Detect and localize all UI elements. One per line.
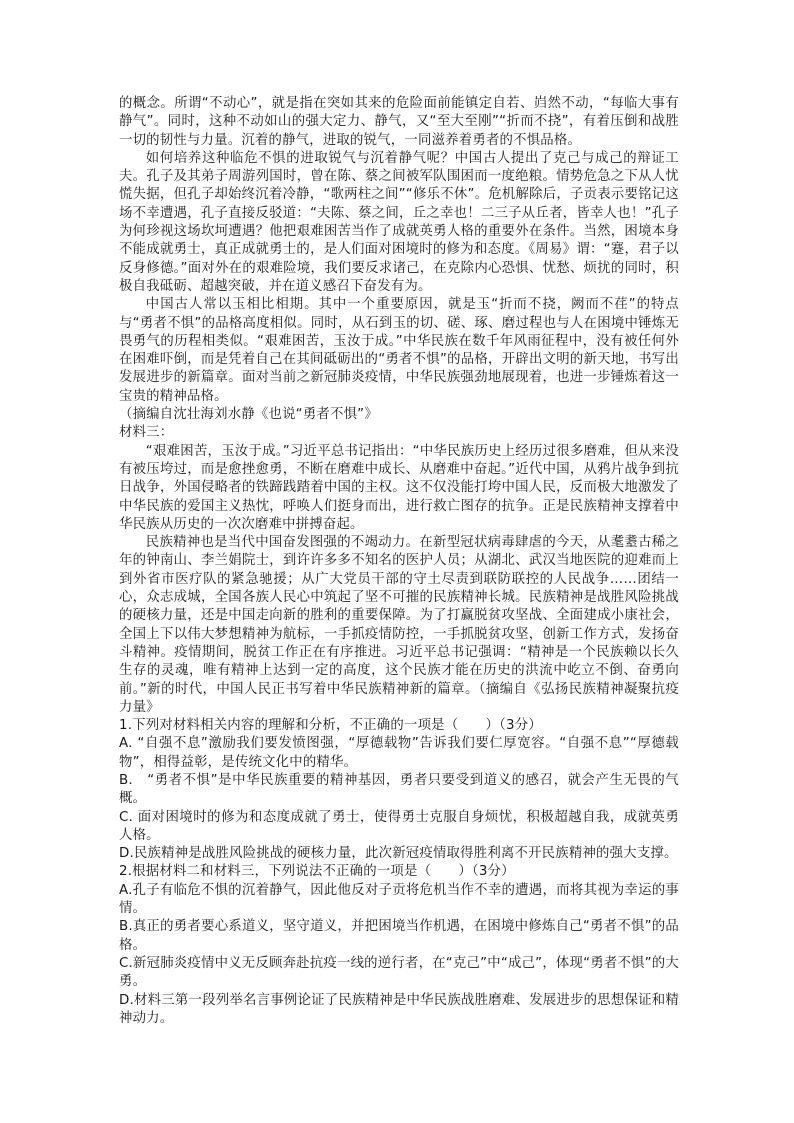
question-2-option-d: D.材料三第一段列举名言事例论证了民族精神是中华民族战胜磨难、发展进步的思想保证和精神动力。 <box>119 992 679 1026</box>
question-2-option-a: A.孔子有临危不惧的沉着静气，因此他反对子贡将危机当作不幸的遭遇，而将其视为幸运的事情。 <box>119 882 679 917</box>
question-1-stem: 1.下列对材料相关内容的理解和分析，不正确的一项是（ ）（3分） <box>119 718 542 734</box>
material2-paragraph-2: 如何培养这种临危不惧的进取锐气与沉着静气呢？中国古人提出了克己与成己的辩证工夫。孔子及其弟子周游列国时，曾在陈、蔡之间被军队围困而一度绝粮。情势危急之下从人忧慌失据，但孔子却始终沉着冷静，“歌两柱之间”“修乐不休”。危机解除后，子贡表示要铭记这场不幸遭遇，孔子直接反驳道：“夫陈、蔡之间，丘之幸也！二三子从丘者，皆幸人也！”孔子为何珍视这场坎坷遭遇？他把艰难困苦当作了成就英勇人格的重要外在条件。当然，困境本身不能成就勇士，真正成就勇士的，是人们面对困境时的修为和态度。《周易》谓：“蹇，君子以反身修德。”面对外在的艰难险境，我们要反求诸己，在克除内心恐惧、忧愁、烦扰的同时，积极自我砥砺、超越突破，并在道义感召下奋发有为。 <box>119 150 679 294</box>
material2-paragraph-3: 中国古人常以玉相比相期。其中一个重要原因，就是玉“折而不挠，阙而不荏”的特点与“勇者不惧”的品格高度相似。同时，从石到玉的切、磋、琢、磨过程也与人在困境中锤炼无畏勇气的历程相类似。“艰难困苦，玉汝于成。”中华民族在数千年风雨征程中，没有被任何外在困难吓倒，而是凭着自己在其间砥砺出的“勇者不惧”的品格，开辟出文明的新天地，书写出发展进步的新篇章。面对当前之新冠肺炎疫情，中华民族强劲地展现着，也进一步锤炼着这一宝贵的精神品格。 <box>119 297 679 404</box>
question-2-stem: 2.根据材料二和材料三，下列说法不正确的一项是（ ）（3分） <box>119 864 515 880</box>
question-1-option-c: C. 面对困境时的修为和态度成就了勇士，使得勇士克服自身烦忧，积极超越自我，成就英勇人格。 <box>119 809 679 843</box>
material2-source: （摘编自沈壮海刘水静《也说“勇者不惧”》 <box>119 407 378 423</box>
document-page <box>119 95 679 1028</box>
question-1-option-a: A. “自强不息”激励我们要发愤图强，“厚德载物”告诉我们要仁厚宽容。“自强不息”“厚德载物”，相得益彰，是传统文化中的精华。 <box>119 736 679 770</box>
question-1-option-d: D.民族精神是战胜风险挑战的硬核力量，此次新冠疫情取得胜利离不开民族精神的强大支撑。 <box>119 846 678 862</box>
material3-paragraph-2: 民族精神也是当代中国奋发图强的不竭动力。在新型冠状病毒肆虐的今天，从耄耋古稀之年的钟南山、李兰娟院士，到许许多多不知名的医护人员；从湖北、武汉当地医院的迎难而上到外省市医疗队的紧急驰援；从广大党员干部的守土尽责到联防联控的人民战争……团结一心，众志成城，全国各族人民心中筑起了坚不可摧的民族精神长城。民族精神是战胜风险挑战的硬核力量，还是中国走向新的胜利的重要保障。为了打赢脱贫攻坚战、全面建成小康社会，全国上下以伟大梦想精神为航标，一手抓疫情防控，一手抓脱贫攻坚，创新工作方式，发扬奋斗精神。疫情期间，脱贫工作正在有序推进。习近平总书记强调：“精神是一个民族赖以长久生存的灵魂，唯有精神上达到一定的高度，这个民族才能在历史的洪流中屹立不倒、奋勇向前。”新的时代，中国人民正书写着中华民族精神新的篇章。（摘编自《弘扬民族精神凝聚抗疫力量》 <box>119 535 679 715</box>
question-2-option-b: B.真正的勇者要心系道义，坚守道义，并把困境当作机遇，在困境中修炼自己“勇者不惧”的品格。 <box>119 919 679 953</box>
material3-label: 材料三： <box>119 425 174 441</box>
question-1 <box>119 717 679 863</box>
material2-paragraph-1: 的概念。所谓“不动心”，就是指在突如其来的危险面前能镇定自若、岿然不动，“每临大事有静气”。同时，这种不动如山的强大定力、静气，又“至大至刚”“折而不挠”，有着压倒和战胜一切的韧性与力量。沉着的静气，进取的锐气，一同滋养着勇者的不惧品格。 <box>119 96 679 148</box>
question-2 <box>119 863 679 1028</box>
question-1-option-b: B. “勇者不惧”是中华民族重要的精神基因，勇者只要受到道义的感召，就会产生无畏的气概。 <box>119 772 679 807</box>
question-2-option-c: C.新冠肺炎疫情中义无反顾奔赴抗疫一线的逆行者，在“克己”中“成己”，体现“勇者不惧”的大勇。 <box>119 955 679 990</box>
material3-paragraph-1: “艰难困苦，玉汝于成。”习近平总书记指出：“中华民族历史上经历过很多磨难，但从来没有被压垮过，而是愈挫愈勇，不断在磨难中成长、从磨难中奋起。”近代中国，从鸦片战争到抗日战争，外国侵略者的铁蹄践踏着中国的主权。这不仅没能打垮中国人民，反而极大地激发了中华民族的爱国主义热忱，呼唤人们挺身而出，进行救亡图存的抗争。正是民族精神支撑着中华民族从历史的一次次磨难中拼搏奋起。 <box>119 443 679 532</box>
